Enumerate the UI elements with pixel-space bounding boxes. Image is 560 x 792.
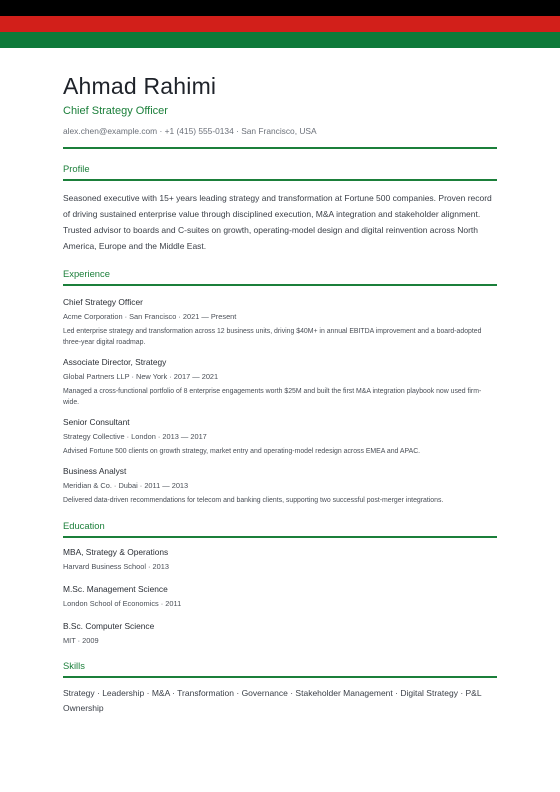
profile-heading: Profile: [63, 163, 90, 174]
contact-line: alex.chen@example.com · +1 (415) 555-0134 · San Francisco, USA: [63, 126, 317, 136]
education-section: [63, 520, 497, 646]
degree-meta: MIT · 2009: [63, 636, 99, 645]
education-heading: Education: [63, 520, 105, 531]
degree-title: M.Sc. Management Science: [63, 584, 168, 594]
degree-meta: Harvard Business School · 2013: [63, 562, 169, 571]
resume-page: [63, 72, 497, 716]
degree-meta: London School of Economics · 2011: [63, 599, 182, 608]
job-title: Chief Strategy Officer: [63, 297, 143, 307]
flag-banner: [0, 0, 560, 48]
job-meta: Meridian & Co. · Dubai · 2011 — 2013: [63, 481, 189, 490]
flag-band-red: [0, 16, 560, 32]
profile-text: Seasoned executive with 15+ years leading strategy and transformation at Fortune 500 companies. Proven record of driving sustained enterprise value through disciplined execution, M&A integration and stakeholder alignment. Trusted advisor to boards and C-suites on growth, operating-model design and digital reinvention across North America, Europe and the Middle East.: [63, 193, 492, 251]
job-title: Senior Consultant: [63, 417, 130, 427]
section-divider: [63, 676, 497, 678]
job-description: Managed a cross-functional portfolio of 8 enterprise engagements worth $25M and built the first M&A integration playbook now used firm-wide.: [63, 388, 482, 406]
job-meta: Global Partners LLP · New York · 2017 — 2021: [63, 372, 219, 381]
education-entry: [63, 620, 497, 646]
experience-entry: [63, 465, 497, 506]
degree-title: B.Sc. Computer Science: [63, 621, 155, 631]
job-meta: Strategy Collective · London · 2013 — 2017: [63, 432, 207, 441]
education-entry: [63, 546, 497, 572]
job-title: Business Analyst: [63, 466, 127, 476]
job-description: Led enterprise strategy and transformation across 12 business units, driving $40M+ in annual EBITDA improvement and a board-adopted three-year digital roadmap.: [63, 328, 482, 346]
job-title: Associate Director, Strategy: [63, 357, 167, 367]
section-divider: [63, 179, 497, 181]
section-divider: [63, 536, 497, 538]
candidate-name: Ahmad Rahimi: [63, 73, 217, 99]
candidate-title: Chief Strategy Officer: [63, 105, 168, 117]
job-meta: Acme Corporation · San Francisco · 2021 — Present: [63, 312, 237, 321]
experience-list: [63, 286, 497, 506]
education-entry: [63, 583, 497, 609]
header-divider: [63, 147, 497, 149]
skills-heading: Skills: [63, 660, 85, 671]
experience-entry: [63, 296, 497, 348]
experience-heading: Experience: [63, 268, 110, 279]
experience-entry: [63, 356, 497, 408]
profile-section: [63, 163, 497, 254]
skills-list: Strategy · Leadership · M&A · Transformation · Governance · Stakeholder Management · Digital Strategy · P&L Ownership: [63, 688, 482, 713]
experience-entry: [63, 416, 497, 457]
skills-section: [63, 660, 497, 716]
job-description: Delivered data-driven recommendations for telecom and banking clients, supporting two successful post-merger integrations.: [63, 497, 444, 504]
degree-title: MBA, Strategy & Operations: [63, 547, 169, 557]
job-description: Advised Fortune 500 clients on growth strategy, market entry and operating-model redesign across EMEA and APAC.: [63, 448, 421, 455]
flag-band-black: [0, 0, 560, 16]
experience-section: [63, 268, 497, 506]
flag-band-green: [0, 32, 560, 48]
